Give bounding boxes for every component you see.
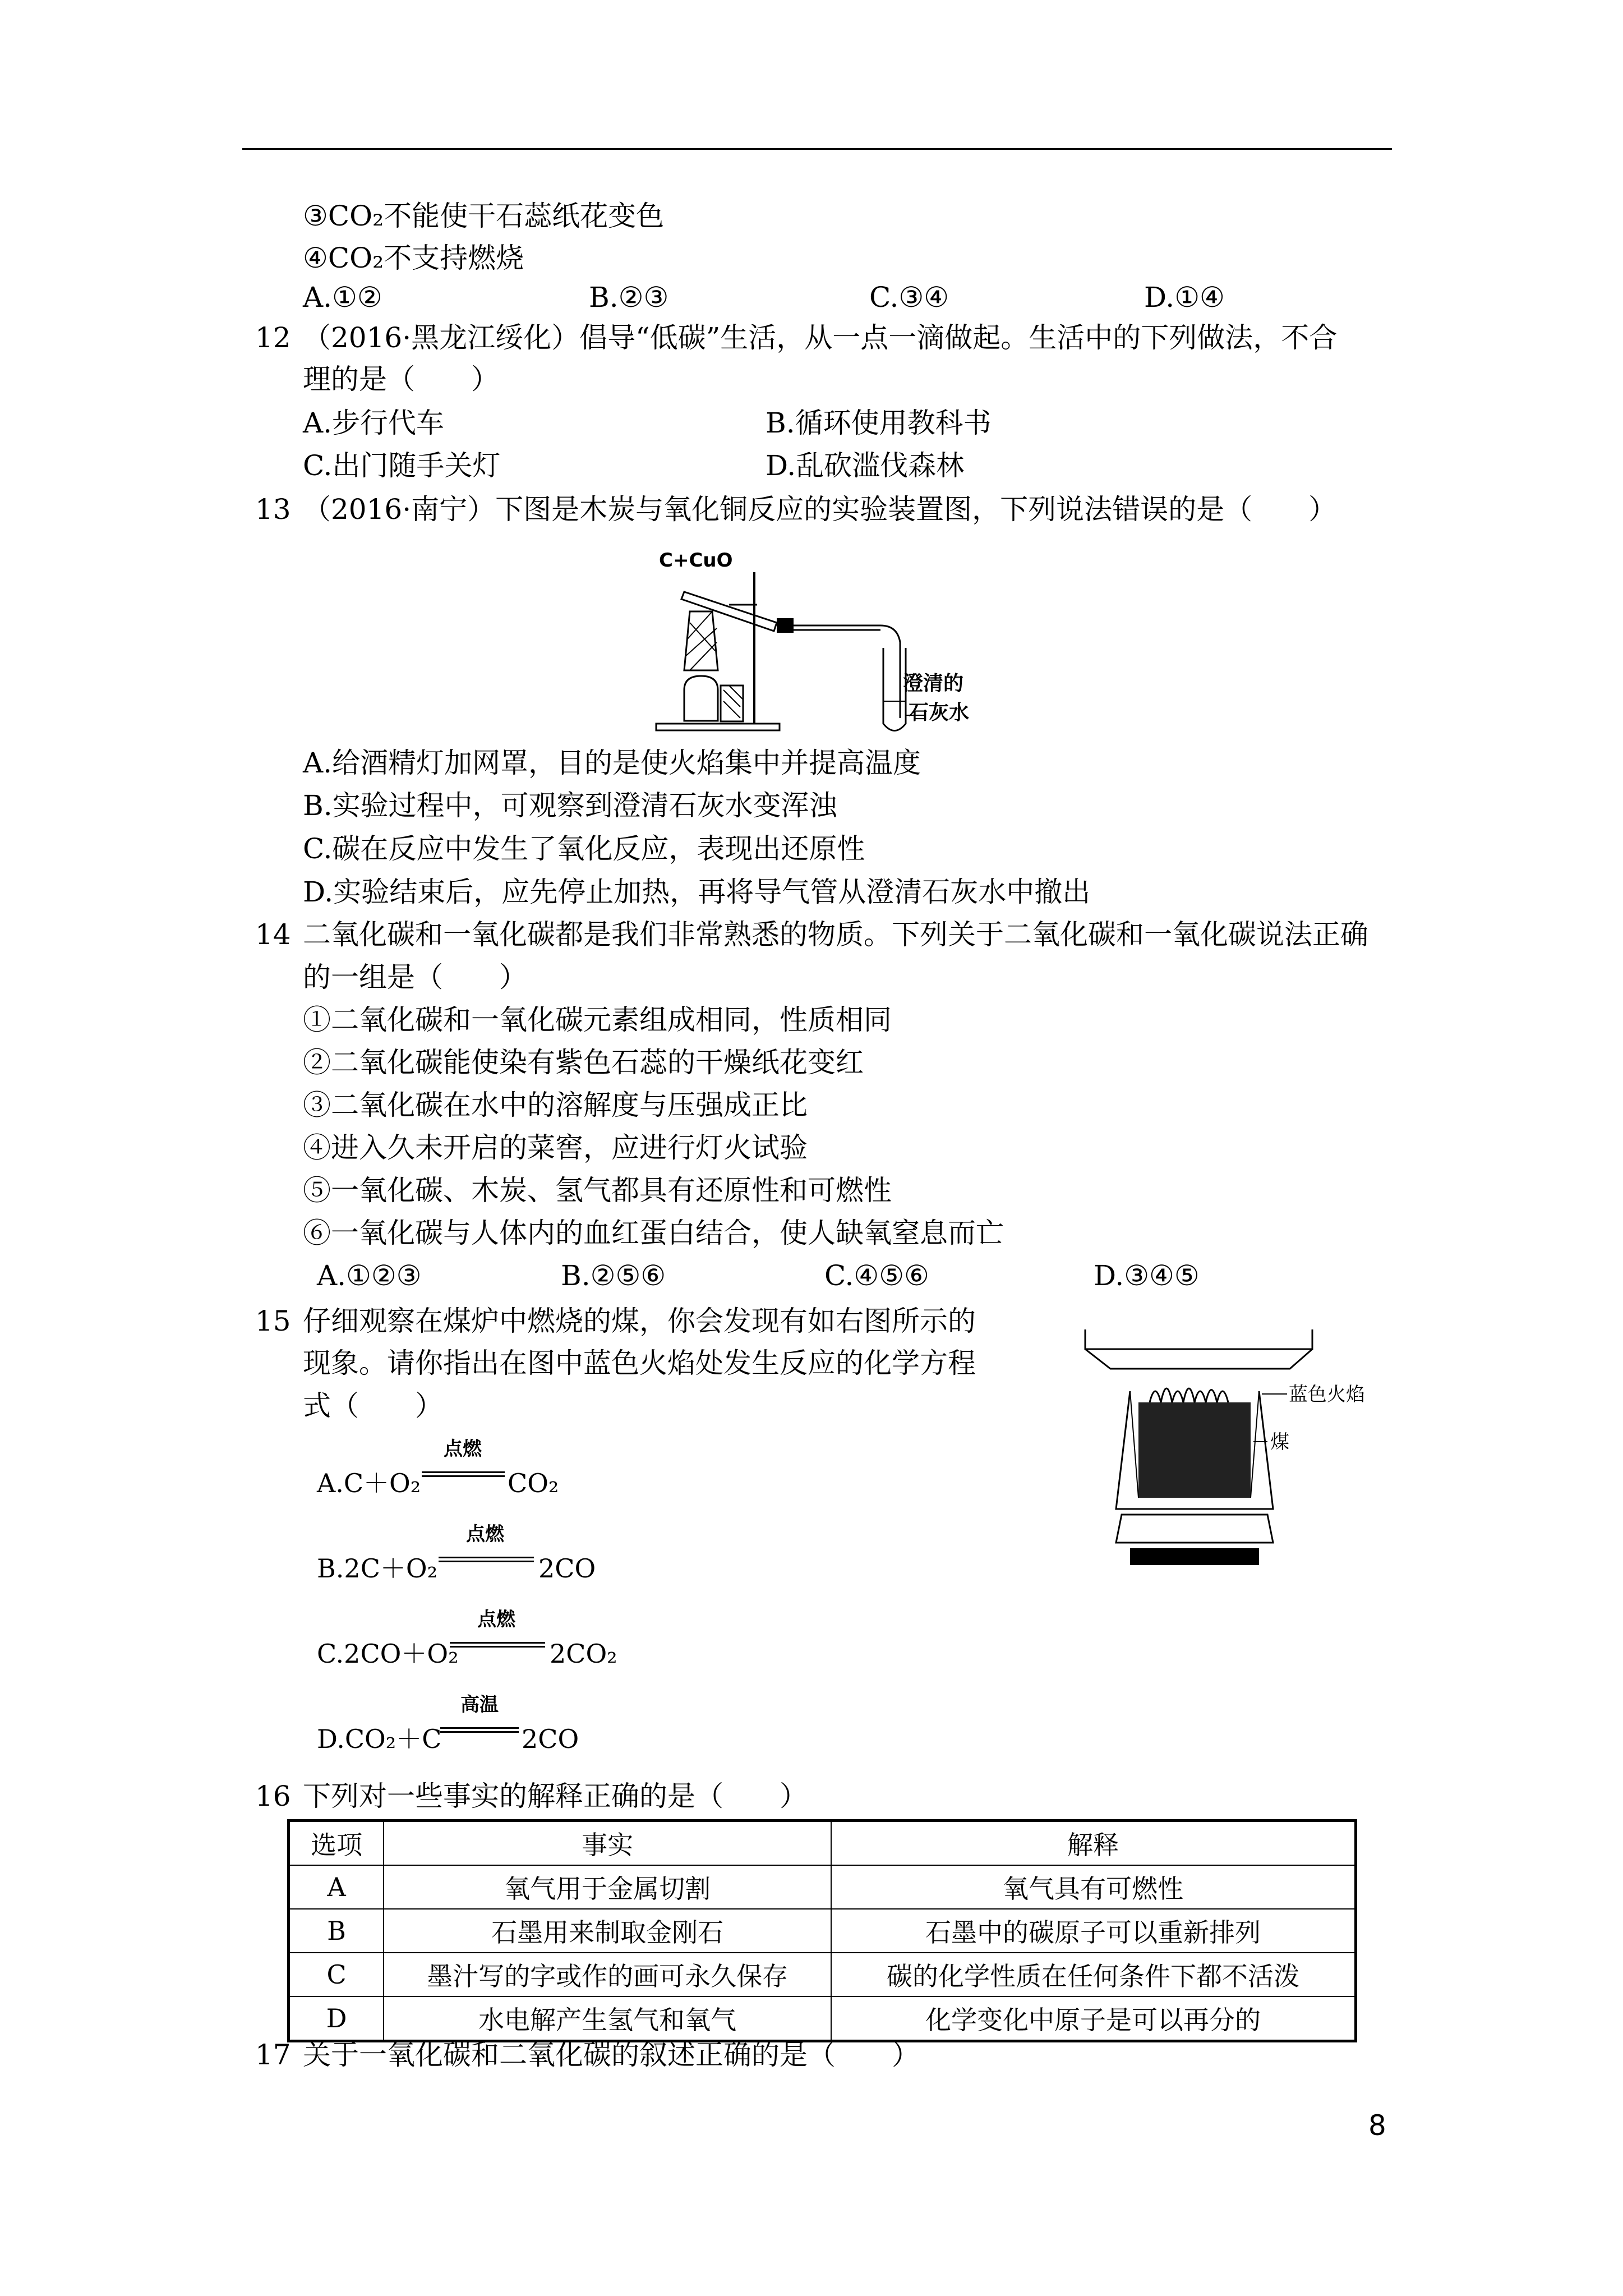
q15-eq-a-left: A.C＋O₂ [317,1468,421,1498]
figure-label-reactants: C+CuO [659,549,733,572]
table-cell: 碳的化学性质在任何条件下都不活泼 [831,1953,1355,1996]
table-header-cell: 选项 [289,1821,384,1866]
facts-table [287,1819,1357,2042]
q11-item-3: ③CO₂不能使干石蕊纸花变色 [303,200,665,232]
q12-option-d: D.乱砍滥伐森林 [766,449,965,482]
q12-option-a: A.步行代车 [303,407,445,439]
q14-option-a: A.①②③ [317,1259,422,1292]
question-number: 17 [255,2039,291,2071]
carbon-copper-oxide-apparatus-figure [645,539,1004,740]
question-number: 12 [255,321,291,354]
figure-label-blue-flame: 蓝色火焰 [1289,1383,1365,1406]
q14-option-d: D.③④⑤ [1094,1259,1200,1292]
q12-stem-line-1: （2016·黑龙江绥化）倡导“低碳”生活，从一点一滴做起。生活中的下列做法，不合 [303,321,1338,354]
table-row [289,1865,1356,1909]
q15-eq-c-left: C.2CO＋O₂ [317,1639,459,1669]
q15-eq-a-condition: 点燃 [444,1438,482,1460]
table-row [289,1909,1356,1953]
q15-eq-b-right: 2CO [538,1553,596,1584]
q14-option-b: B.②⑤⑥ [561,1259,666,1292]
q16-stem: 下列对一些事实的解释正确的是（ ） [303,1780,808,1812]
q17-stem: 关于一氧化碳和二氧化碳的叙述正确的是（ ） [303,2039,920,2071]
table-row [289,1996,1356,2041]
page-number: 8 [1368,2109,1386,2142]
table-cell: B [289,1909,384,1953]
reaction-double-arrow [450,1642,545,1648]
figure-label-coal: 煤 [1270,1431,1289,1453]
q13-option-c: C.碳在反应中发生了氧化反应，表现出还原性 [303,832,865,865]
figure-label-limewater-1: 澄清的 [903,672,964,695]
q15-stem-line-2: 现象。请你指出在图中蓝色火焰处发生反应的化学方程 [303,1347,976,1379]
q12-option-c: C.出门随手关灯 [303,449,501,482]
q11-option-b: B.②③ [589,281,669,314]
q15-stem-line-3: 式（ ） [303,1389,443,1422]
question-number: 15 [255,1305,291,1337]
q14-item-4: ④进入久未开启的菜窖，应进行灯火试验 [303,1131,808,1164]
table-header-cell: 事实 [384,1821,831,1866]
table-cell: D [289,1996,384,2041]
q11-item-4: ④CO₂不支持燃烧 [303,242,524,274]
q13-option-b: B.实验过程中，可观察到澄清石灰水变浑浊 [303,789,837,822]
reaction-double-arrow [422,1471,505,1477]
table-cell: 石墨中的碳原子可以重新排列 [831,1909,1355,1953]
q13-option-d: D.实验结束后，应先停止加热，再将导气管从澄清石灰水中撤出 [303,876,1091,908]
q15-eq-b-left: B.2C＋O₂ [317,1553,438,1584]
q11-option-a: A.①② [303,281,382,314]
q15-stem-line-1: 仔细观察在煤炉中燃烧的煤，你会发现有如右图所示的 [303,1305,976,1337]
q12-stem-line-2: 理的是（ ） [303,363,499,395]
table-cell: A [289,1865,384,1909]
header-rule [242,148,1392,150]
q14-item-2: ②二氧化碳能使染有紫色石蕊的干燥纸花变红 [303,1046,864,1079]
q14-option-c: C.④⑤⑥ [824,1259,929,1292]
table-cell: 氧气用于金属切割 [384,1865,831,1909]
coal-stove-figure [1077,1329,1413,1588]
q13-option-a: A.给酒精灯加网罩，目的是使火焰集中并提高温度 [303,747,921,779]
q15-eq-c-condition: 点燃 [477,1608,515,1631]
table-cell: 水电解产生氢气和氧气 [384,1996,831,2041]
q15-eq-d-left: D.CO₂＋C [317,1724,442,1754]
q12-option-b: B.循环使用教科书 [766,407,992,439]
table-row [289,1953,1356,1996]
q14-item-3: ③二氧化碳在水中的溶解度与压强成正比 [303,1089,808,1121]
q13-stem: （2016·南宁）下图是木炭与氧化铜反应的实验装置图，下列说法错误的是（ ） [303,493,1337,526]
table-cell: 氧气具有可燃性 [831,1865,1355,1909]
q15-eq-a-right: CO₂ [508,1468,559,1498]
reaction-double-arrow [440,1727,519,1733]
table-header-row [289,1821,1356,1866]
q15-eq-c-right: 2CO₂ [550,1639,617,1669]
q15-eq-d-right: 2CO [522,1724,579,1754]
figure-label-limewater-2: 石灰水 [909,701,970,724]
q15-eq-d-condition: 高温 [460,1694,499,1716]
q14-item-6: ⑥一氧化碳与人体内的血红蛋白结合，使人缺氧窒息而亡 [303,1217,1004,1249]
table-cell: 石墨用来制取金刚石 [384,1909,831,1953]
table-cell: C [289,1953,384,1996]
q14-stem-line-2: 的一组是（ ） [303,961,527,993]
table-header-cell: 解释 [831,1821,1355,1866]
q14-stem-line-1: 二氧化碳和一氧化碳都是我们非常熟悉的物质。下列关于二氧化碳和一氧化碳说法正确 [303,918,1368,951]
q14-item-1: ①二氧化碳和一氧化碳元素组成相同，性质相同 [303,1004,892,1036]
q14-item-5: ⑤一氧化碳、木炭、氢气都具有还原性和可燃性 [303,1174,892,1207]
table-cell: 化学变化中原子是可以再分的 [831,1996,1355,2041]
question-number: 13 [255,493,291,526]
q15-eq-b-condition: 点燃 [466,1523,504,1545]
question-number: 14 [255,918,291,951]
question-number: 16 [255,1780,291,1812]
table-cell: 墨汁写的字或作的画可永久保存 [384,1953,831,1996]
q11-option-d: D.①④ [1144,281,1225,314]
q11-option-c: C.③④ [869,281,949,314]
reaction-double-arrow [439,1557,534,1562]
